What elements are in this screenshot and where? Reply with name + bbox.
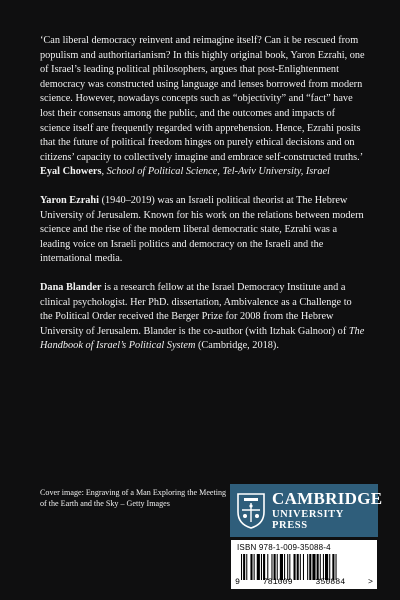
barcode-digits — [233, 578, 375, 587]
barcode-bar — [284, 554, 285, 580]
barcode-bar — [323, 554, 324, 580]
barcode-bar — [274, 554, 276, 580]
barcode-bar — [246, 554, 247, 580]
isbn-label: ISBN 978-1-009-35088-4 — [237, 543, 331, 552]
endorsement — [40, 34, 366, 180]
barcode-bar — [317, 554, 319, 580]
barcode-bar — [325, 554, 328, 580]
barcode-bar — [243, 554, 245, 580]
barcode-bar — [309, 554, 311, 580]
barcode-bar — [267, 554, 268, 580]
barcode-bar — [336, 554, 337, 580]
barcode-bar — [294, 554, 296, 580]
endorser-affiliation: School of Political Science, Tel-Aviv University, Israel — [106, 166, 330, 178]
blurb-column — [40, 34, 366, 354]
barcode-bar — [241, 554, 242, 580]
barcode-bar — [307, 554, 308, 580]
endorsement-quote: ‘Can liberal democracy reinvent and reimagine itself? Can it be rescued from populism and authoritarianism? In this highly original book, Yaron Ezrahi, one of Israel’s leading political philosophers, argues that post-Enlightenment democracy was constructed using language and lenses borrowed from modern science. However, nowadays concepts such as “objectivity” and “fact” have lost their consensus among the public, and the outcomes and impacts of science itself are frequently regarded with apprehension. Hence, Ezrahi posits that the future of political freedom hinges on purely ethical decisions and on citizens’ capacity to collectively imagine and embrace self-constructed truths.’ — [40, 35, 365, 163]
endorser: Eyal Chowers, School of Political Science, Tel-Aviv University, Israel — [40, 166, 330, 178]
barcode-digit-group1: 781009 — [262, 578, 293, 587]
editor-book-title: The Handbook of Israel’s Political System — [40, 325, 365, 352]
barcode-bar — [329, 554, 330, 580]
barcode-bars — [241, 554, 369, 580]
editor-bio-text-after: (Cambridge, 2018). — [197, 340, 279, 352]
barcode-bar — [263, 554, 265, 580]
barcode-bar — [287, 554, 288, 580]
publisher-logo — [230, 484, 383, 537]
barcode-bar — [254, 554, 255, 580]
isbn-barcode — [231, 540, 377, 589]
barcode-bar — [297, 554, 299, 580]
barcode-bar — [277, 554, 278, 580]
barcode-bar — [303, 554, 304, 580]
author-name: Yaron Ezrahi — [40, 194, 100, 206]
barcode-digit-group2: 350884 — [315, 578, 346, 587]
barcode-bar — [300, 554, 301, 580]
author-bio — [40, 194, 366, 267]
crest-icon — [236, 492, 266, 530]
barcode-bar — [332, 554, 334, 580]
barcode-bar — [280, 554, 283, 580]
barcode-bar — [312, 554, 315, 580]
publisher-line1: CAMBRIDGE — [272, 489, 383, 508]
cover-image-credit: Cover image: Engraving of a Man Exploring the Meeting of the Earth and the Sky – Getty Images — [40, 488, 227, 508]
barcode-bar — [271, 554, 272, 580]
barcode-bar — [289, 554, 290, 580]
barcode-addon: > — [367, 578, 373, 587]
barcode-bar — [250, 554, 252, 580]
barcode-bar — [320, 554, 321, 580]
barcode-bar — [261, 554, 262, 580]
publisher-name — [272, 490, 382, 531]
author-bio-text: (1940–2019) was an Israeli political theorist at The Hebrew University of Jerusalem. Known for his work on the relations between modern science and the rise of the modern liberal democratic state, Ezrahi was a leading voice on Israeli politics and democracy on the Israeli and the international media. — [40, 194, 364, 265]
endorser-name: Eyal Chowers — [40, 166, 102, 178]
editor-name: Dana Blander — [40, 281, 102, 293]
editor-bio-text: is a research fellow at the Israel Democracy Institute and a clinical psychologist. Her PhD. dissertation, Ambivalence as a Challenge to the Political Order received the Berger Prize for 2008 from the Hebrew University of Jerusalem. Blander is the co-author (with Itzhak Galnoor) of — [40, 281, 352, 337]
barcode-digit-lead: 9 — [235, 578, 240, 587]
publisher-line2: UNIVERSITY PRESS — [272, 509, 344, 531]
editor-bio — [40, 281, 366, 354]
barcode-bar — [257, 554, 260, 580]
